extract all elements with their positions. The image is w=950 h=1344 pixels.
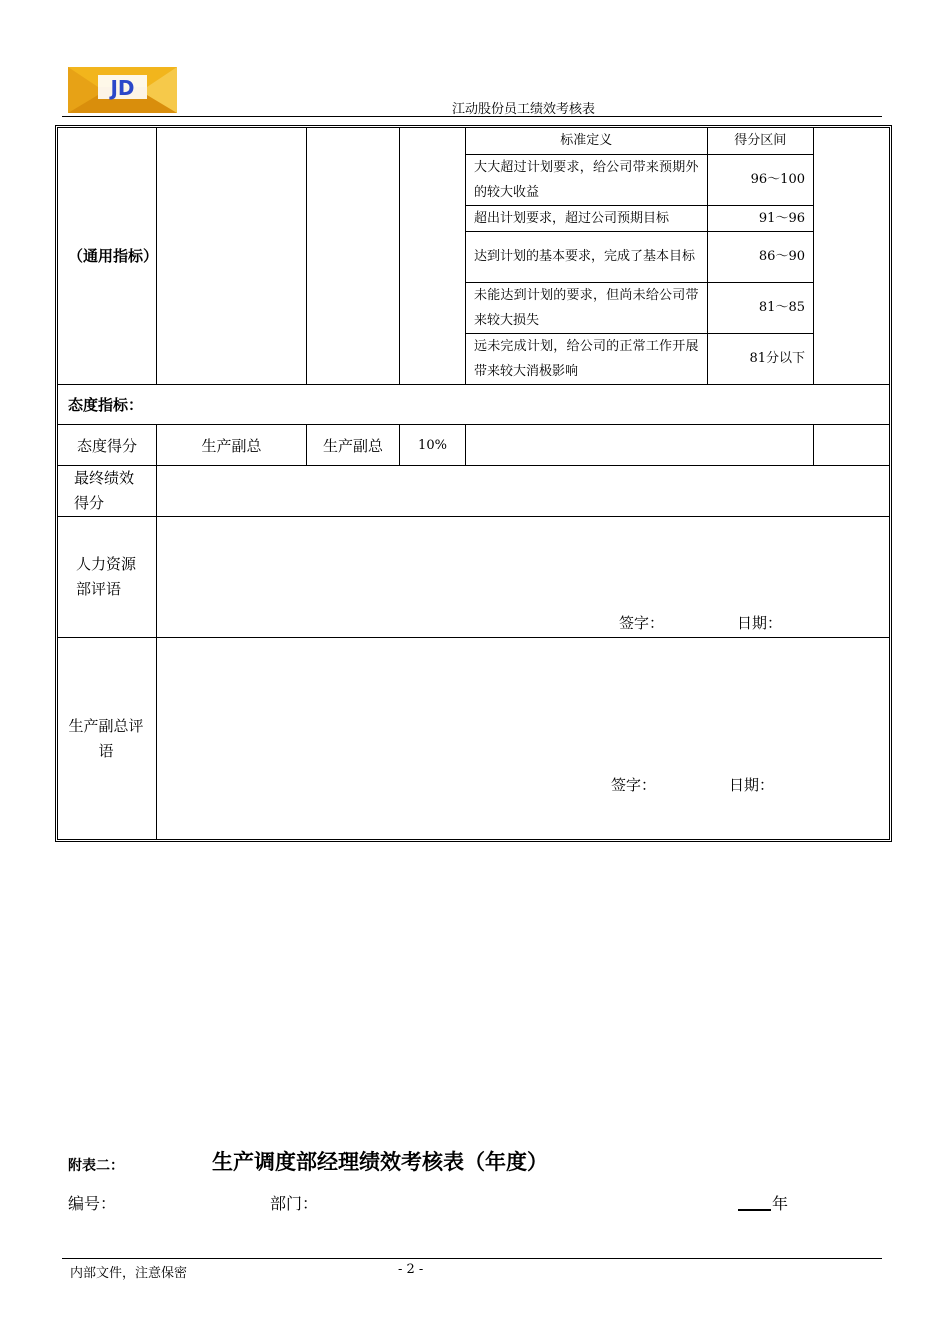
number-label: 编号： xyxy=(68,1194,117,1213)
standard-definition: 大大超过计划要求，给公司带来预期外的较大收益 xyxy=(466,154,707,205)
indicator-cell xyxy=(157,128,307,385)
attitude-section-label: 态度指标： xyxy=(58,385,890,425)
hr-date-label: 日期： xyxy=(737,614,783,632)
attitude-score-label: 态度得分 xyxy=(58,425,157,466)
vp-sign-label: 签字： xyxy=(611,776,657,794)
final-score-value[interactable] xyxy=(157,466,890,517)
company-logo xyxy=(68,67,177,113)
range-header: 得分区间 xyxy=(707,128,813,154)
attitude-weight: 10% xyxy=(400,425,466,466)
attitude-section-row xyxy=(58,385,890,425)
attitude-reviewer: 生产副总 xyxy=(307,425,400,466)
general-indicator-label: （通用指标） xyxy=(58,128,157,385)
standard-definition: 达到计划的基本要求，完成了基本目标 xyxy=(466,231,707,282)
svg-text:JD: JD xyxy=(110,76,135,100)
attitude-score-extra xyxy=(814,425,890,466)
hr-comment-label: 人力资源部评语 xyxy=(58,517,157,638)
attitude-score-row xyxy=(58,425,890,466)
score-range: 81～85 xyxy=(707,282,813,333)
year-label: 年 xyxy=(772,1194,789,1213)
attitude-evaluator: 生产副总 xyxy=(157,425,307,466)
indicator-cell xyxy=(400,128,466,385)
annex-label: 附表二： xyxy=(68,1158,124,1174)
header-rule xyxy=(62,116,882,117)
standard-header: 标准定义 xyxy=(466,128,707,154)
header-title: 江动股份员工绩效考核表 xyxy=(452,102,596,117)
standard-definition: 超出计划要求，超过公司预期目标 xyxy=(466,205,707,231)
standard-definition: 远未完成计划，给公司的正常工作开展带来较大消极影响 xyxy=(466,333,707,384)
vp-comment-label: 生产副总评语 xyxy=(58,638,157,840)
year-blank[interactable] xyxy=(738,1209,771,1211)
final-score-row xyxy=(58,466,890,517)
score-range: 96～100 xyxy=(707,154,813,205)
confidential-note: 内部文件，注意保密 xyxy=(70,1266,188,1281)
attitude-score-value[interactable] xyxy=(466,425,814,466)
general-indicator-row xyxy=(58,128,890,385)
score-range: 91～96 xyxy=(707,205,813,231)
vp-date-label: 日期： xyxy=(729,776,775,794)
scoring-standard-table xyxy=(466,128,813,384)
hr-comment-area[interactable] xyxy=(157,517,890,638)
footer-rule xyxy=(62,1258,882,1259)
indicator-cell xyxy=(307,128,400,385)
hr-sign-label: 签字： xyxy=(619,614,665,632)
department-label: 部门： xyxy=(270,1194,319,1213)
score-range: 86～90 xyxy=(707,231,813,282)
vp-comment-row xyxy=(58,638,890,840)
vp-comment-area[interactable] xyxy=(157,638,890,840)
hr-comment-row xyxy=(58,517,890,638)
score-range: 81分以下 xyxy=(749,351,805,367)
annex-title: 生产调度部经理绩效考核表（年度） xyxy=(212,1149,548,1174)
scoring-standard-cell xyxy=(466,128,814,385)
final-score-label: 最终绩效得分 xyxy=(58,466,157,517)
standard-definition: 未能达到计划的要求，但尚未给公司带来较大损失 xyxy=(466,282,707,333)
indicator-cell xyxy=(814,128,890,385)
page-number: - 2 - xyxy=(398,1262,424,1277)
evaluation-table xyxy=(57,127,890,840)
